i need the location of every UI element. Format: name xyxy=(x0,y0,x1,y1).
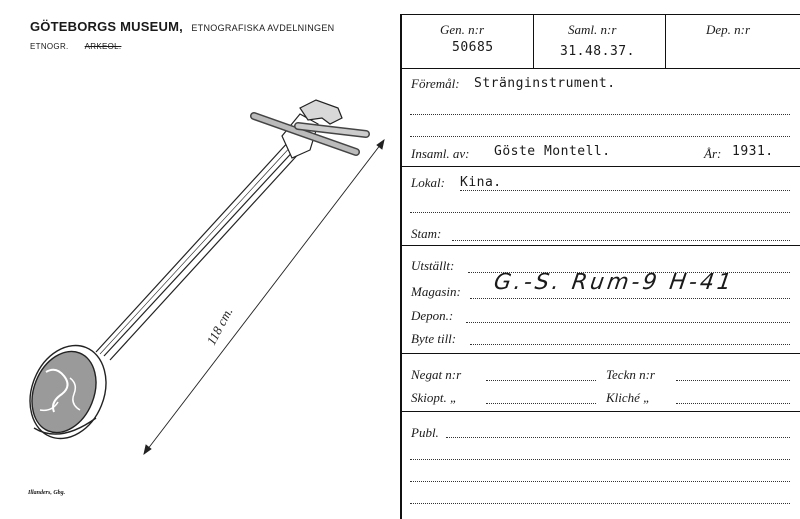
form-line xyxy=(401,68,800,69)
foremal-value: Stränginstrument. xyxy=(474,76,616,91)
dotted-line xyxy=(676,403,790,404)
form-line xyxy=(401,411,800,412)
dotted-line xyxy=(676,380,790,381)
dotted-line xyxy=(486,380,596,381)
form-line xyxy=(401,245,800,246)
dotted-line xyxy=(410,481,790,482)
dotted-line xyxy=(470,298,790,299)
insaml-value: Göste Montell. xyxy=(494,144,611,159)
measurement-label: 118 cm. xyxy=(203,304,236,348)
form-divider xyxy=(400,14,402,519)
negat-label: Negat n:r xyxy=(411,367,462,382)
label-arkeol: ARKEOL. xyxy=(84,42,122,51)
column-separator xyxy=(665,14,666,68)
lokal-label: Lokal: xyxy=(411,175,445,190)
form-line xyxy=(401,166,800,167)
saml-label: Saml. n:r xyxy=(568,22,617,37)
ar-value: 1931. xyxy=(732,144,774,159)
dep-label: Dep. n:r xyxy=(706,22,751,37)
measurement-line xyxy=(144,140,384,454)
dotted-line xyxy=(410,136,790,137)
depon-label: Depon.: xyxy=(411,308,454,323)
dotted-line xyxy=(466,322,790,323)
museum-name: GÖTEBORGS MUSEUM, xyxy=(30,19,183,34)
dotted-line xyxy=(410,503,790,504)
lokal-value: Kina. xyxy=(460,175,502,190)
skiopt-label: Skiopt. „ xyxy=(411,390,458,405)
instrument-neck xyxy=(96,140,302,360)
magasin-value: G.-S. Rum-9 H-41 xyxy=(492,270,736,295)
foremal-label: Föremål: xyxy=(411,76,460,91)
department-name: ETNOGRAFISKA AVDELNINGEN xyxy=(191,23,335,33)
dotted-line xyxy=(410,212,790,213)
dotted-line xyxy=(460,190,790,191)
dotted-line xyxy=(446,437,790,438)
dotted-line xyxy=(452,240,790,241)
teckn-label: Teckn n:r xyxy=(606,367,655,382)
instrument-body xyxy=(17,334,120,450)
byte-label: Byte till: xyxy=(411,331,457,346)
stam-label: Stam: xyxy=(411,226,442,241)
ar-label: År: xyxy=(704,146,722,161)
dotted-line xyxy=(470,344,790,345)
saml-value: 31.48.37. xyxy=(560,44,635,59)
label-etnogr: ETNOGR. xyxy=(30,42,69,51)
printer-mark: Illanders, Gbg. xyxy=(28,490,66,496)
dotted-line xyxy=(410,459,790,460)
insaml-label: Insaml. av: xyxy=(411,146,470,161)
kliche-label: Kliché „ xyxy=(606,390,651,405)
publ-label: Publ. xyxy=(411,425,439,440)
column-separator xyxy=(533,14,534,68)
utstallt-label: Utställt: xyxy=(411,258,455,273)
gen-label: Gen. n:r xyxy=(440,22,485,37)
magasin-label: Magasin: xyxy=(411,284,461,299)
form-top-line xyxy=(400,14,800,15)
form-line xyxy=(401,353,800,354)
gen-value: 50685 xyxy=(452,40,494,55)
dotted-line xyxy=(410,114,790,115)
dotted-line xyxy=(486,403,596,404)
